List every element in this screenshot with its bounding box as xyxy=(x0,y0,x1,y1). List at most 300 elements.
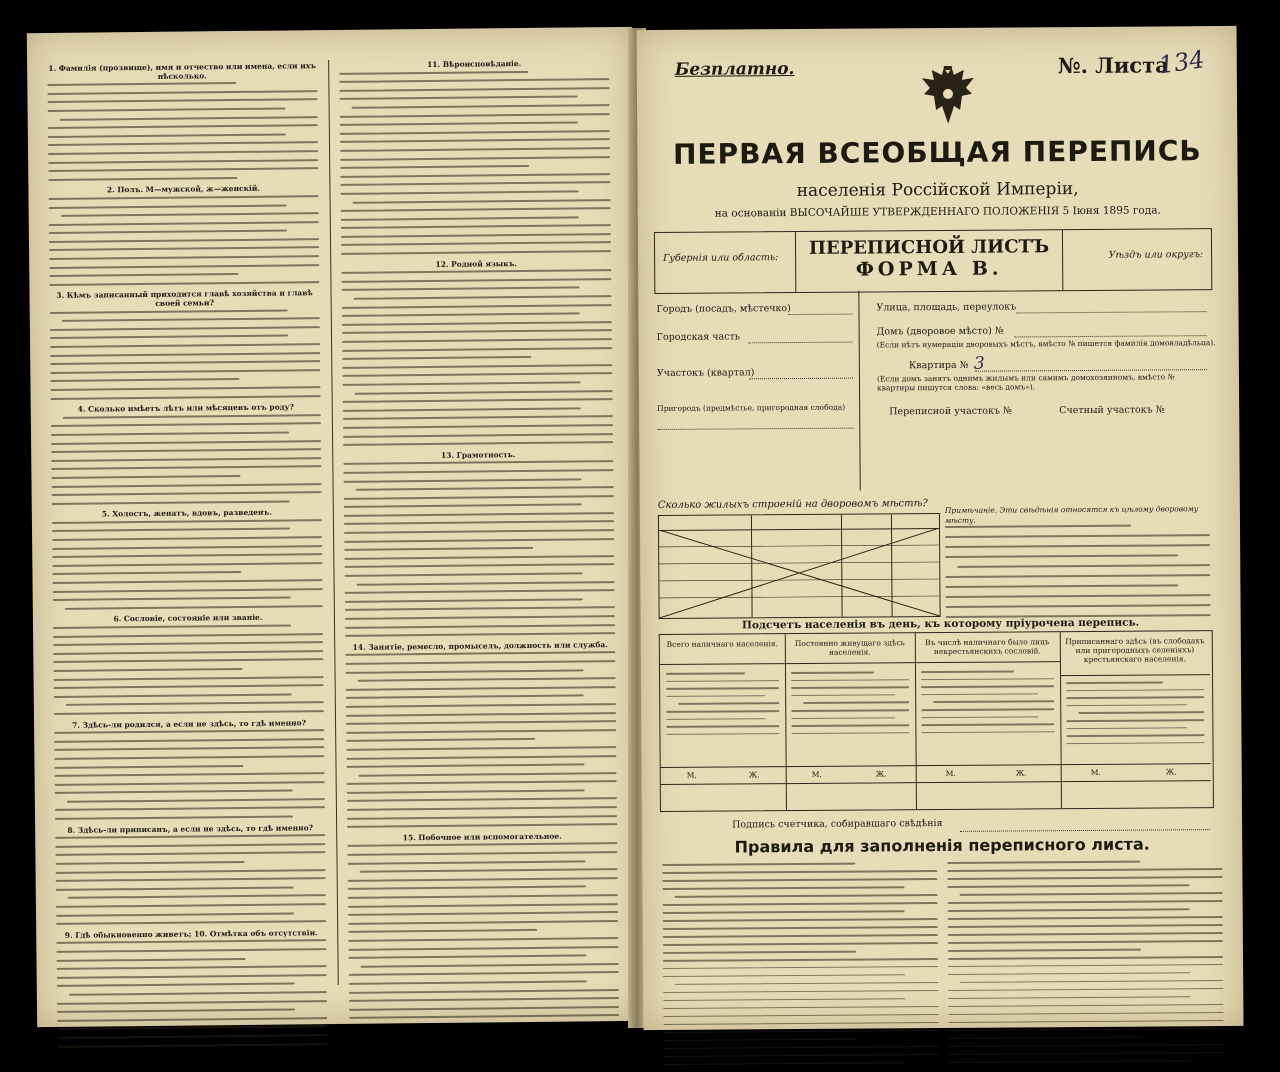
text-line xyxy=(948,1020,1223,1024)
text-line xyxy=(51,431,289,435)
text-line xyxy=(55,772,325,777)
text-line xyxy=(347,798,617,803)
text-line xyxy=(663,974,905,977)
form-line-1: ПЕРЕПИСНОЙ ЛИСТЪ xyxy=(808,236,1050,259)
text-line xyxy=(341,233,611,238)
m-label: М. xyxy=(1090,767,1101,777)
text-line xyxy=(947,884,1189,887)
text-line xyxy=(345,606,615,611)
text-line xyxy=(49,273,238,277)
text-line xyxy=(346,755,616,760)
text-line xyxy=(48,141,318,146)
text-line xyxy=(948,996,1190,999)
text-line xyxy=(663,1014,938,1018)
text-line xyxy=(52,536,322,541)
text-line xyxy=(54,684,324,689)
text-line xyxy=(355,390,613,395)
text-line xyxy=(343,398,613,403)
apartment-value: 3 xyxy=(973,353,985,374)
text-line xyxy=(51,448,321,453)
text-line xyxy=(56,877,326,882)
text-line xyxy=(921,731,1054,734)
text-line xyxy=(49,238,319,243)
text-line xyxy=(57,1009,295,1013)
text-line xyxy=(341,242,611,247)
text-line xyxy=(340,181,610,186)
text-line xyxy=(346,695,584,699)
sheet-number-label: №. Листа xyxy=(1057,52,1169,79)
count-col-non-peasant xyxy=(915,632,1062,809)
text-line xyxy=(344,495,614,500)
text-line xyxy=(960,980,1223,984)
section-heading: 9. Гдѣ обыкновенно живетъ; 10. Отмѣтка объ отсутствіи. xyxy=(64,927,318,940)
text-line xyxy=(57,983,295,987)
text-line xyxy=(664,1030,939,1034)
text-line xyxy=(340,96,578,100)
text-line xyxy=(948,932,1223,936)
text-line xyxy=(947,876,1222,880)
text-line xyxy=(57,965,327,970)
text-line xyxy=(347,789,585,793)
text-line xyxy=(342,304,612,309)
text-line xyxy=(50,335,288,339)
text-line xyxy=(663,1022,938,1026)
gubernia-label: Губернія или область: xyxy=(663,252,779,264)
text-line xyxy=(947,868,1222,872)
text-line xyxy=(341,216,579,220)
population-count-table xyxy=(659,630,1214,812)
text-line xyxy=(53,624,291,628)
text-line xyxy=(663,998,905,1001)
text-line xyxy=(349,955,587,959)
text-line xyxy=(791,709,909,711)
text-line xyxy=(948,972,1190,975)
count-col-registered xyxy=(1060,631,1211,808)
text-line xyxy=(343,433,613,438)
text-line xyxy=(664,1062,906,1065)
left-page xyxy=(27,27,642,1027)
text-line xyxy=(949,1060,1191,1063)
header-row xyxy=(674,45,1207,120)
text-line xyxy=(663,902,938,906)
text-line xyxy=(663,886,905,889)
text-line xyxy=(53,641,323,646)
text-line xyxy=(949,1052,1224,1056)
text-line xyxy=(52,545,322,550)
text-line xyxy=(340,122,578,126)
text-line xyxy=(342,287,580,291)
text-line xyxy=(342,372,612,377)
count-col-header: Въ числѣ наличнаго было лицъ некрестьянскихъ сословій. xyxy=(915,632,1060,663)
text-line xyxy=(666,733,779,735)
text-line xyxy=(341,224,611,229)
text-line xyxy=(54,738,324,743)
text-line xyxy=(348,911,618,916)
text-line xyxy=(53,588,323,593)
count-col-header: Всего наличнаго населенія. xyxy=(660,634,785,665)
text-line xyxy=(48,133,286,137)
text-line xyxy=(57,974,327,979)
text-line xyxy=(50,343,320,348)
text-line xyxy=(50,360,320,365)
text-line xyxy=(54,764,243,768)
text-line xyxy=(666,725,779,727)
text-line xyxy=(791,694,895,696)
right-page xyxy=(637,26,1244,1030)
mz-row xyxy=(786,765,916,784)
text-line xyxy=(948,1004,1223,1008)
text-line xyxy=(50,326,320,331)
text-line xyxy=(662,870,937,874)
suburb-line xyxy=(657,427,853,430)
form-header-box xyxy=(654,228,1212,294)
text-line xyxy=(346,746,616,751)
text-line xyxy=(353,199,611,204)
form-type xyxy=(795,230,1063,292)
section-heading: 4. Сколько имѣетъ лѣтъ или мѣсяцевъ отъ роду? xyxy=(77,402,294,414)
text-line xyxy=(957,564,1210,568)
text-line xyxy=(51,395,321,400)
left-column-2 xyxy=(339,55,619,1026)
text-line xyxy=(343,415,613,420)
text-line xyxy=(344,529,614,534)
quarter-field: Участокъ (квартал) xyxy=(656,367,755,379)
text-line xyxy=(948,1012,1223,1016)
text-line xyxy=(663,950,856,953)
text-line xyxy=(341,190,579,194)
text-line xyxy=(921,723,1054,726)
text-line xyxy=(349,971,619,976)
form-line-2: ФОРМА В. xyxy=(855,257,1003,281)
text-line xyxy=(56,886,294,890)
text-line xyxy=(53,650,323,655)
text-line xyxy=(56,939,326,944)
mz-row xyxy=(1061,763,1211,782)
street-field: Улица, площадь, переулокъ xyxy=(876,301,1017,314)
text-line xyxy=(50,369,320,374)
text-line xyxy=(47,82,236,86)
count-col-header: Приписаннаго здѣсь (въ слободахъ или пригородныхъ селеніяхъ) крестьянскаго населенія. xyxy=(1060,631,1210,676)
text-line xyxy=(791,724,909,726)
text-line xyxy=(803,702,909,704)
text-line xyxy=(678,703,779,705)
text-line xyxy=(948,908,1190,911)
text-line xyxy=(663,926,938,930)
text-line xyxy=(666,710,779,712)
text-line xyxy=(62,317,320,322)
counter-field: Счетный участокъ № xyxy=(1059,404,1165,417)
text-line xyxy=(663,942,938,946)
text-line xyxy=(54,710,324,715)
text-line xyxy=(349,1006,619,1011)
text-line xyxy=(61,212,319,217)
text-line xyxy=(349,989,619,994)
text-line xyxy=(791,732,909,734)
house-line xyxy=(1015,334,1207,337)
text-line xyxy=(662,878,937,882)
text-line xyxy=(1066,719,1204,722)
text-line xyxy=(791,679,909,681)
text-line xyxy=(347,763,585,767)
section-heading: 2. Полъ. М—мужской, ж—женскій. xyxy=(106,184,261,195)
text-line xyxy=(342,321,612,326)
text-line xyxy=(53,633,323,638)
text-line xyxy=(52,553,322,558)
text-line xyxy=(63,414,321,419)
column-divider xyxy=(328,60,339,985)
buildings-table xyxy=(658,513,941,619)
text-line xyxy=(663,910,905,913)
text-line xyxy=(948,948,1141,951)
text-line xyxy=(51,422,321,427)
text-line xyxy=(340,113,610,118)
zh-label: Ж. xyxy=(875,769,887,779)
text-line xyxy=(56,920,326,925)
section-heading: 8. Здѣсь-ли приписанъ, а если не здѣсь, то гдѣ именно? xyxy=(67,822,314,835)
text-line xyxy=(68,895,326,900)
text-line xyxy=(55,790,293,794)
text-line xyxy=(51,440,321,445)
text-line xyxy=(49,247,319,252)
text-line xyxy=(948,964,1223,968)
house-note: (Если нѣтъ нумераціи дворовыхъ мѣстъ, вмѣсто № пишется фамилія домовладѣльца). xyxy=(876,338,1216,350)
text-line xyxy=(921,693,1038,695)
text-line xyxy=(344,555,614,560)
text-line xyxy=(345,651,615,656)
text-line xyxy=(48,124,318,129)
text-line xyxy=(663,966,938,970)
text-line xyxy=(57,1034,327,1039)
text-line xyxy=(347,842,617,847)
text-line xyxy=(345,598,583,602)
text-line xyxy=(791,717,895,719)
text-line xyxy=(50,352,320,357)
text-line xyxy=(948,900,1223,904)
text-line xyxy=(345,632,615,637)
text-line xyxy=(52,491,322,496)
text-line xyxy=(675,982,938,986)
rules-title: Правила для заполненія переписного листа. xyxy=(734,834,1150,857)
text-line xyxy=(960,892,1223,896)
text-line xyxy=(361,963,619,968)
section-heading: 6. Сословіе, состояніе или званіе. xyxy=(113,613,263,624)
text-line xyxy=(49,264,319,269)
text-line xyxy=(339,71,528,75)
text-line xyxy=(949,1036,1142,1039)
text-line xyxy=(55,852,325,857)
text-line xyxy=(921,678,1054,681)
text-line xyxy=(54,676,324,681)
text-line xyxy=(53,579,323,584)
text-line xyxy=(358,677,616,682)
text-line xyxy=(49,255,319,260)
text-line xyxy=(356,486,614,491)
district-field: Городская часть xyxy=(656,331,740,343)
text-line xyxy=(347,780,617,785)
m-label: М. xyxy=(686,770,697,780)
text-line xyxy=(348,894,618,899)
rules-column-2 xyxy=(947,860,1223,1070)
text-line xyxy=(343,407,581,411)
text-line xyxy=(345,660,615,665)
text-line xyxy=(52,483,322,488)
text-line xyxy=(348,860,586,864)
text-line xyxy=(50,309,288,313)
text-line xyxy=(346,712,616,717)
text-line xyxy=(666,718,765,720)
text-line xyxy=(1078,712,1204,714)
uezd-label: Уѣздъ или округъ: xyxy=(1108,249,1204,261)
text-line xyxy=(346,729,616,734)
section-heading: 14. Занятіе, ремесло, промыселъ, должность или служба. xyxy=(352,639,608,652)
text-line xyxy=(55,843,325,848)
text-line xyxy=(342,347,612,352)
m-label: М. xyxy=(945,768,956,778)
text-line xyxy=(342,356,531,360)
zh-label: Ж. xyxy=(1015,768,1027,778)
text-line xyxy=(663,918,938,922)
text-line xyxy=(349,997,619,1002)
text-line xyxy=(662,863,855,866)
district-line xyxy=(749,341,853,344)
text-line xyxy=(921,685,1054,688)
text-line xyxy=(47,90,317,95)
count-title: Подсчетъ населенія въ день, къ которому пріурочена перепись. xyxy=(741,616,1140,632)
text-line xyxy=(344,478,582,482)
text-line xyxy=(342,313,580,317)
text-line xyxy=(340,138,610,143)
text-line xyxy=(948,956,1223,960)
text-line xyxy=(339,87,609,92)
text-line xyxy=(53,668,242,672)
text-line xyxy=(344,564,614,569)
text-line xyxy=(666,672,745,674)
count-col-permanent xyxy=(785,633,917,810)
text-line xyxy=(53,597,291,601)
city-line xyxy=(788,313,852,315)
text-line xyxy=(343,381,581,385)
house-field: Домъ (дворовое мѣсто) № xyxy=(876,325,1004,338)
text-line xyxy=(51,386,321,391)
text-line xyxy=(945,554,1178,558)
text-line xyxy=(341,278,611,283)
apartment-note: (Если домъ занятъ однимъ жилымъ или самимъ домохозяиномъ, вмѣсто № квартиры пишутся слова: «весь домъ»). xyxy=(876,372,1175,393)
text-line xyxy=(948,924,1223,928)
text-line xyxy=(51,475,240,479)
text-line xyxy=(357,581,615,586)
section-heading: 7. Здѣсь-ли родился, а если не здѣсь, то гдѣ именно? xyxy=(72,717,306,730)
count-col-header: Постоянно живущаго здѣсь населенія. xyxy=(785,633,915,664)
text-line xyxy=(1066,704,1187,706)
text-line xyxy=(791,686,909,688)
text-line xyxy=(360,868,618,873)
rules-column-1 xyxy=(662,862,938,1072)
heading-1: 1. Фамилія (прозвище), имя и отчество или имена, если ихъ нѣсколько. xyxy=(48,61,317,81)
quarter-line xyxy=(749,377,853,380)
double-headed-eagle-icon xyxy=(920,66,976,126)
text-line xyxy=(48,107,286,111)
text-line xyxy=(54,755,324,760)
text-line xyxy=(346,720,616,725)
city-field: Городъ (посадъ, мѣстечко) xyxy=(656,303,791,315)
text-line xyxy=(67,798,325,803)
text-line xyxy=(945,534,1210,538)
text-line xyxy=(663,1006,938,1010)
text-line xyxy=(945,594,1210,598)
page-title: ПЕРВАЯ ВСЕОБЩАЯ ПЕРЕПИСЬ xyxy=(672,134,1202,171)
count-col-total xyxy=(660,634,787,811)
text-line xyxy=(55,781,325,786)
text-line xyxy=(345,624,615,629)
mz-row xyxy=(661,766,786,785)
text-line xyxy=(666,687,779,689)
signature-line: Подпись счетчика, собиравшаго свѣдѣнія xyxy=(732,817,943,831)
mz-row xyxy=(916,764,1061,783)
apartment-line xyxy=(975,368,1207,372)
text-line xyxy=(347,815,617,820)
text-line xyxy=(56,903,326,908)
text-line xyxy=(949,1028,1224,1032)
text-line xyxy=(57,958,246,962)
text-line xyxy=(340,130,610,135)
section-heading: 12. Родной языкъ. xyxy=(435,258,518,269)
text-line xyxy=(341,207,611,212)
text-line xyxy=(56,861,245,865)
text-line xyxy=(57,1025,327,1030)
text-line xyxy=(663,934,938,938)
page-subtitle: населенія Россійской Имперіи, xyxy=(796,179,1079,201)
signature-field xyxy=(960,828,1210,832)
text-line xyxy=(66,701,324,706)
text-line xyxy=(340,165,529,169)
text-line xyxy=(349,980,587,984)
buildings-note xyxy=(945,504,1211,626)
text-line xyxy=(49,221,319,226)
zh-label: Ж. xyxy=(1165,767,1177,777)
text-line xyxy=(56,948,326,953)
text-line xyxy=(945,584,1178,588)
text-line xyxy=(921,716,1038,718)
text-line xyxy=(345,572,583,576)
text-line xyxy=(663,958,938,962)
buildings-crossout xyxy=(659,528,940,618)
text-line xyxy=(48,167,318,172)
text-line xyxy=(948,916,1223,920)
text-line xyxy=(54,746,324,751)
text-line xyxy=(921,708,1054,711)
text-line xyxy=(348,937,618,942)
text-line xyxy=(346,738,535,742)
text-line xyxy=(663,990,938,994)
text-line xyxy=(344,504,582,508)
text-line xyxy=(49,195,319,200)
apartment-field: Квартира № xyxy=(908,359,969,372)
text-line xyxy=(933,701,1054,703)
text-line xyxy=(948,940,1223,944)
text-line xyxy=(48,99,318,104)
text-line xyxy=(342,338,612,343)
text-line xyxy=(666,680,779,682)
text-line xyxy=(347,806,617,811)
text-line xyxy=(666,695,765,697)
text-line xyxy=(1066,681,1163,683)
text-line xyxy=(348,929,537,933)
text-line xyxy=(55,807,325,812)
street-line xyxy=(1016,310,1206,313)
text-line xyxy=(1066,696,1204,699)
text-line xyxy=(947,861,1140,864)
text-line xyxy=(945,574,1210,578)
